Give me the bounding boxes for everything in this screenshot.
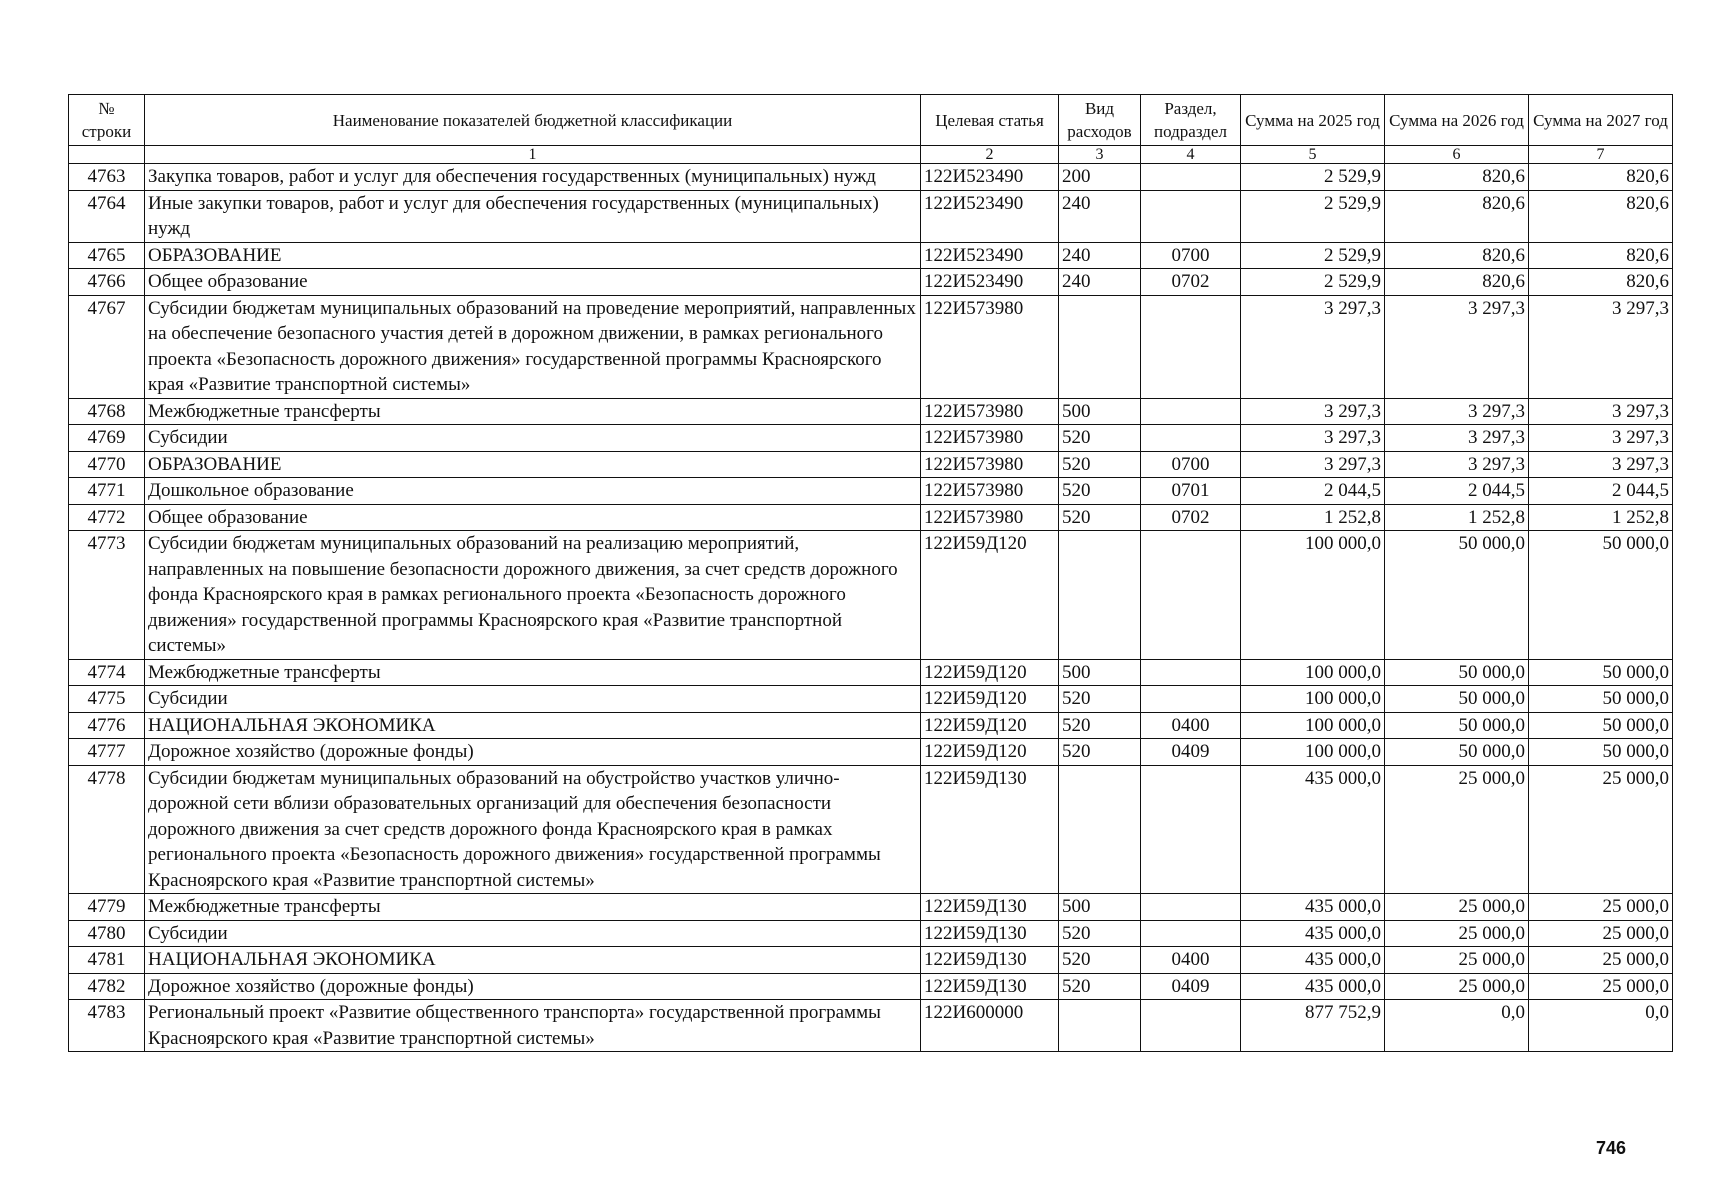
row-number: 4783 (69, 1000, 145, 1052)
sum-2025: 2 044,5 (1241, 478, 1385, 505)
row-number: 4774 (69, 659, 145, 686)
target-article: 122И59Д130 (921, 973, 1059, 1000)
target-article: 122И59Д130 (921, 894, 1059, 921)
sum-2025: 3 297,3 (1241, 451, 1385, 478)
expense-type: 520 (1059, 504, 1141, 531)
section-code: 0702 (1141, 504, 1241, 531)
table-row (69, 164, 1673, 191)
sum-2027: 820,6 (1529, 242, 1673, 269)
sum-2025: 100 000,0 (1241, 739, 1385, 766)
section-code: 0700 (1141, 242, 1241, 269)
sum-2026: 50 000,0 (1385, 739, 1529, 766)
indicator-name: Общее образование (145, 504, 921, 531)
expense-type: 520 (1059, 920, 1141, 947)
expense-type (1059, 295, 1141, 398)
section-code (1141, 920, 1241, 947)
indicator-name: Субсидии (145, 686, 921, 713)
target-article: 122И600000 (921, 1000, 1059, 1052)
sum-2025: 435 000,0 (1241, 973, 1385, 1000)
table-row (69, 973, 1673, 1000)
sum-2027: 25 000,0 (1529, 920, 1673, 947)
indicator-name: Субсидии бюджетам муниципальных образований на обустройство участков улично-дорожной сети вблизи образовательных организаций для обеспечения безопасности дорожного движения за счет средств дорожного фонда Красноярского края в рамках регионального проекта «Безопасность дорожного движения» государственной программы Красноярского края «Развитие транспортной системы» (145, 765, 921, 894)
indicator-name: ОБРАЗОВАНИЕ (145, 242, 921, 269)
expense-type (1059, 1000, 1141, 1052)
expense-type: 500 (1059, 398, 1141, 425)
table-row (69, 398, 1673, 425)
header-row-number: № строки (69, 95, 145, 146)
row-number: 4778 (69, 765, 145, 894)
section-code (1141, 295, 1241, 398)
sum-2027: 50 000,0 (1529, 686, 1673, 713)
sum-2027: 1 252,8 (1529, 504, 1673, 531)
expense-type: 520 (1059, 451, 1141, 478)
section-code: 0400 (1141, 947, 1241, 974)
sum-2027: 25 000,0 (1529, 765, 1673, 894)
expense-type (1059, 765, 1141, 894)
sum-2026: 25 000,0 (1385, 947, 1529, 974)
section-code: 0702 (1141, 269, 1241, 296)
expense-type: 500 (1059, 894, 1141, 921)
table-header-row (69, 95, 1673, 146)
expense-type: 520 (1059, 425, 1141, 452)
target-article: 122И523490 (921, 242, 1059, 269)
expense-type: 520 (1059, 686, 1141, 713)
row-number: 4769 (69, 425, 145, 452)
sum-2025: 100 000,0 (1241, 712, 1385, 739)
sum-2027: 50 000,0 (1529, 739, 1673, 766)
sum-2026: 2 044,5 (1385, 478, 1529, 505)
target-article: 122И573980 (921, 425, 1059, 452)
table-row (69, 712, 1673, 739)
target-article: 122И59Д120 (921, 739, 1059, 766)
sum-2027: 25 000,0 (1529, 947, 1673, 974)
section-code (1141, 425, 1241, 452)
row-number: 4779 (69, 894, 145, 921)
sum-2027: 25 000,0 (1529, 973, 1673, 1000)
row-number: 4781 (69, 947, 145, 974)
target-article: 122И59Д120 (921, 531, 1059, 660)
sum-2026: 25 000,0 (1385, 920, 1529, 947)
sum-2026: 50 000,0 (1385, 712, 1529, 739)
table-row (69, 894, 1673, 921)
header-expense-type: Вид расходов (1059, 95, 1141, 146)
sum-2027: 50 000,0 (1529, 659, 1673, 686)
header-section: Раздел, подраздел (1141, 95, 1241, 146)
target-article: 122И573980 (921, 398, 1059, 425)
indicator-name: Общее образование (145, 269, 921, 296)
expense-type: 500 (1059, 659, 1141, 686)
sum-2026: 3 297,3 (1385, 398, 1529, 425)
table-row (69, 739, 1673, 766)
expense-type: 520 (1059, 712, 1141, 739)
sum-2025: 3 297,3 (1241, 295, 1385, 398)
sum-2026: 820,6 (1385, 164, 1529, 191)
table-row (69, 425, 1673, 452)
table-row (69, 295, 1673, 398)
table-row (69, 504, 1673, 531)
sum-2026: 820,6 (1385, 269, 1529, 296)
section-code: 0701 (1141, 478, 1241, 505)
expense-type: 520 (1059, 947, 1141, 974)
row-number: 4772 (69, 504, 145, 531)
section-code: 0409 (1141, 739, 1241, 766)
table-body (69, 164, 1673, 1052)
section-code (1141, 531, 1241, 660)
row-number: 4771 (69, 478, 145, 505)
sum-2025: 2 529,9 (1241, 269, 1385, 296)
column-number: 6 (1385, 146, 1529, 164)
indicator-name: Региональный проект «Развитие общественного транспорта» государственной программы Красноярского края «Развитие транспортной системы» (145, 1000, 921, 1052)
indicator-name: Межбюджетные трансферты (145, 398, 921, 425)
section-code (1141, 659, 1241, 686)
table-row (69, 765, 1673, 894)
table-row (69, 451, 1673, 478)
sum-2027: 820,6 (1529, 164, 1673, 191)
section-code: 0700 (1141, 451, 1241, 478)
column-number: 5 (1241, 146, 1385, 164)
indicator-name: Межбюджетные трансферты (145, 659, 921, 686)
column-number: 3 (1059, 146, 1141, 164)
sum-2026: 25 000,0 (1385, 765, 1529, 894)
row-number: 4776 (69, 712, 145, 739)
table-row (69, 947, 1673, 974)
section-code (1141, 1000, 1241, 1052)
section-code (1141, 894, 1241, 921)
column-number: 4 (1141, 146, 1241, 164)
sum-2025: 435 000,0 (1241, 894, 1385, 921)
sum-2026: 50 000,0 (1385, 531, 1529, 660)
table-row (69, 920, 1673, 947)
section-code (1141, 686, 1241, 713)
target-article: 122И59Д130 (921, 765, 1059, 894)
column-number: 7 (1529, 146, 1673, 164)
section-code (1141, 190, 1241, 242)
table-row (69, 1000, 1673, 1052)
sum-2025: 435 000,0 (1241, 920, 1385, 947)
indicator-name: НАЦИОНАЛЬНАЯ ЭКОНОМИКА (145, 712, 921, 739)
expense-type: 240 (1059, 269, 1141, 296)
target-article: 122И59Д120 (921, 712, 1059, 739)
sum-2025: 877 752,9 (1241, 1000, 1385, 1052)
row-number: 4765 (69, 242, 145, 269)
sum-2025: 100 000,0 (1241, 659, 1385, 686)
row-number: 4767 (69, 295, 145, 398)
expense-type: 520 (1059, 739, 1141, 766)
header-sum-2026: Сумма на 2026 год (1385, 95, 1529, 146)
table-row (69, 190, 1673, 242)
budget-table (68, 94, 1673, 1052)
column-number: 2 (921, 146, 1059, 164)
sum-2027: 3 297,3 (1529, 398, 1673, 425)
target-article: 122И573980 (921, 295, 1059, 398)
sum-2026: 25 000,0 (1385, 973, 1529, 1000)
table-row (69, 531, 1673, 660)
indicator-name: Субсидии бюджетам муниципальных образований на реализацию мероприятий, направленных на повышение безопасности дорожного движения, за счет средств дорожного фонда Красноярского края в рамках регионального проекта «Безопасность дорожного движения» государственной программы Красноярского края «Развитие транспортной системы» (145, 531, 921, 660)
sum-2026: 50 000,0 (1385, 659, 1529, 686)
target-article: 122И59Д130 (921, 947, 1059, 974)
target-article: 122И523490 (921, 269, 1059, 296)
target-article: 122И573980 (921, 451, 1059, 478)
expense-type (1059, 531, 1141, 660)
expense-type: 520 (1059, 478, 1141, 505)
sum-2027: 3 297,3 (1529, 425, 1673, 452)
column-numbers-row (69, 146, 1673, 164)
indicator-name: Дорожное хозяйство (дорожные фонды) (145, 973, 921, 1000)
row-number: 4777 (69, 739, 145, 766)
header-target-article: Целевая статья (921, 95, 1059, 146)
indicator-name: Субсидии (145, 425, 921, 452)
target-article: 122И59Д120 (921, 659, 1059, 686)
sum-2025: 1 252,8 (1241, 504, 1385, 531)
row-number: 4775 (69, 686, 145, 713)
target-article: 122И59Д120 (921, 686, 1059, 713)
sum-2026: 3 297,3 (1385, 295, 1529, 398)
sum-2027: 0,0 (1529, 1000, 1673, 1052)
target-article: 122И523490 (921, 190, 1059, 242)
sum-2027: 50 000,0 (1529, 712, 1673, 739)
expense-type: 240 (1059, 242, 1141, 269)
sum-2027: 3 297,3 (1529, 451, 1673, 478)
sum-2025: 2 529,9 (1241, 164, 1385, 191)
expense-type: 240 (1059, 190, 1141, 242)
indicator-name: Иные закупки товаров, работ и услуг для обеспечения государственных (муниципальных) нужд (145, 190, 921, 242)
column-number (69, 146, 145, 164)
indicator-name: Дошкольное образование (145, 478, 921, 505)
column-number: 1 (145, 146, 921, 164)
sum-2026: 0,0 (1385, 1000, 1529, 1052)
indicator-name: Субсидии (145, 920, 921, 947)
sum-2025: 435 000,0 (1241, 765, 1385, 894)
target-article: 122И523490 (921, 164, 1059, 191)
sum-2025: 3 297,3 (1241, 425, 1385, 452)
section-code: 0400 (1141, 712, 1241, 739)
table-row (69, 242, 1673, 269)
header-sum-2027: Сумма на 2027 год (1529, 95, 1673, 146)
indicator-name: НАЦИОНАЛЬНАЯ ЭКОНОМИКА (145, 947, 921, 974)
sum-2027: 820,6 (1529, 190, 1673, 242)
expense-type: 520 (1059, 973, 1141, 1000)
table-row (69, 269, 1673, 296)
expense-type: 200 (1059, 164, 1141, 191)
table-row (69, 478, 1673, 505)
section-code (1141, 164, 1241, 191)
sum-2027: 50 000,0 (1529, 531, 1673, 660)
table-row (69, 659, 1673, 686)
row-number: 4770 (69, 451, 145, 478)
target-article: 122И59Д130 (921, 920, 1059, 947)
row-number: 4773 (69, 531, 145, 660)
sum-2026: 1 252,8 (1385, 504, 1529, 531)
sum-2026: 820,6 (1385, 190, 1529, 242)
sum-2025: 435 000,0 (1241, 947, 1385, 974)
sum-2027: 25 000,0 (1529, 894, 1673, 921)
table-row (69, 686, 1673, 713)
sum-2025: 3 297,3 (1241, 398, 1385, 425)
sum-2025: 100 000,0 (1241, 686, 1385, 713)
section-code (1141, 398, 1241, 425)
sum-2025: 2 529,9 (1241, 190, 1385, 242)
header-name: Наименование показателей бюджетной классификации (145, 95, 921, 146)
indicator-name: Субсидии бюджетам муниципальных образований на проведение мероприятий, направленных на обеспечение безопасного участия детей в дорожном движении, в рамках регионального проекта «Безопасность дорожного движения» государственной программы Красноярского края «Развитие транспортной системы» (145, 295, 921, 398)
page-number: 746 (1595, 1138, 1626, 1158)
target-article: 122И573980 (921, 504, 1059, 531)
row-number: 4768 (69, 398, 145, 425)
indicator-name: Дорожное хозяйство (дорожные фонды) (145, 739, 921, 766)
sum-2027: 3 297,3 (1529, 295, 1673, 398)
row-number: 4780 (69, 920, 145, 947)
row-number: 4764 (69, 190, 145, 242)
row-number: 4782 (69, 973, 145, 1000)
indicator-name: ОБРАЗОВАНИЕ (145, 451, 921, 478)
sum-2025: 2 529,9 (1241, 242, 1385, 269)
row-number: 4766 (69, 269, 145, 296)
sum-2026: 3 297,3 (1385, 451, 1529, 478)
indicator-name: Закупка товаров, работ и услуг для обеспечения государственных (муниципальных) нужд (145, 164, 921, 191)
sum-2027: 820,6 (1529, 269, 1673, 296)
sum-2025: 100 000,0 (1241, 531, 1385, 660)
header-sum-2025: Сумма на 2025 год (1241, 95, 1385, 146)
target-article: 122И573980 (921, 478, 1059, 505)
sum-2026: 25 000,0 (1385, 894, 1529, 921)
indicator-name: Межбюджетные трансферты (145, 894, 921, 921)
sum-2026: 50 000,0 (1385, 686, 1529, 713)
sum-2027: 2 044,5 (1529, 478, 1673, 505)
section-code (1141, 765, 1241, 894)
row-number: 4763 (69, 164, 145, 191)
sum-2026: 3 297,3 (1385, 425, 1529, 452)
section-code: 0409 (1141, 973, 1241, 1000)
sum-2026: 820,6 (1385, 242, 1529, 269)
